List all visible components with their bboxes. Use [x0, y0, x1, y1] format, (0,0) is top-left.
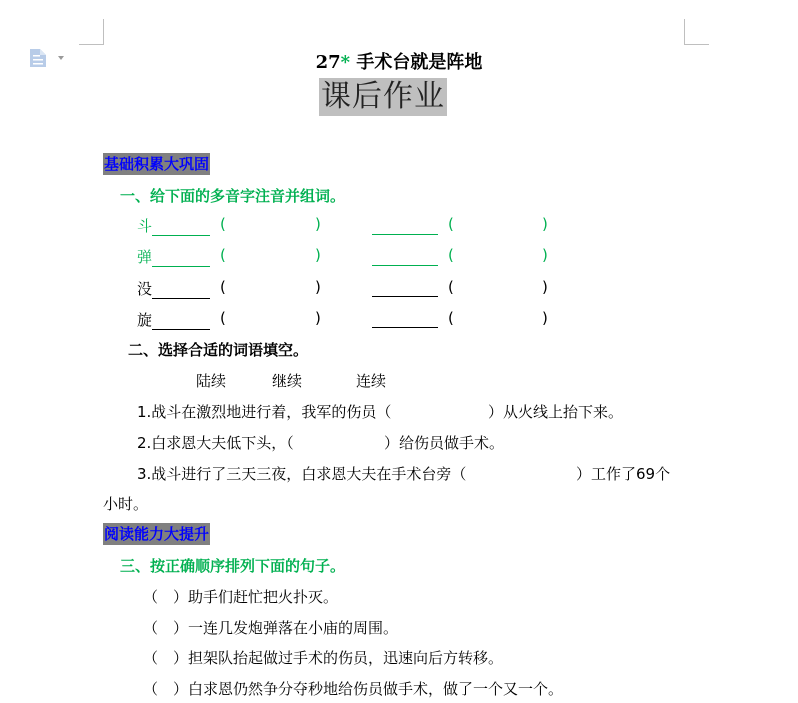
lesson-title-text: 手术台就是阵地: [356, 52, 483, 73]
order-sentence: 担架队抬起做过手术的伤员，迅速向后方转移。: [188, 649, 504, 667]
paren-open: (: [220, 309, 226, 327]
order-sentence: 助手们赶忙把火扑灭。: [188, 588, 339, 606]
fill-blank-2[interactable]: [318, 432, 382, 450]
order-item-1: [143, 586, 338, 607]
paren-close-2: ): [542, 246, 548, 264]
question1-heading: 一、给下面的多音字注音并组词。: [120, 187, 346, 205]
order-bracket[interactable]: （ ）: [143, 649, 189, 667]
paren-open: (: [220, 278, 226, 296]
paren-close-2: ): [542, 215, 548, 233]
pinyin-blank[interactable]: [152, 250, 210, 267]
fill-item-3-before: 3.战斗进行了三天三夜，白求恩大夫在手术台旁（: [137, 465, 467, 483]
fill-item-3-after: ）工作了69个: [576, 465, 671, 483]
order-bracket[interactable]: （ ）: [143, 588, 189, 606]
pinyin-blank-2[interactable]: [372, 327, 438, 328]
paren-close: ): [315, 246, 321, 264]
page-subtitle: 课后作业: [321, 79, 445, 114]
order-item-2: [143, 617, 398, 638]
paren-close: ): [315, 278, 321, 296]
paren-close-2: ): [542, 278, 548, 296]
page-corner-mark-top-right: [684, 19, 709, 45]
order-sentence: 白求恩仍然争分夺秒地给伤员做手术，做了一个又一个。: [188, 680, 564, 698]
polyphone-row-2: [137, 246, 210, 267]
order-item-3: [143, 647, 503, 668]
word-option-2: 继续: [272, 372, 303, 390]
paren-open-2: (: [448, 215, 454, 233]
question3-heading: 三、按正确顺序排列下面的句子。: [120, 557, 346, 575]
pinyin-blank-2[interactable]: [372, 234, 438, 235]
section-banner-reading: 阅读能力大提升: [104, 525, 210, 543]
fill-item-1-before: 1.战斗在激烈地进行着，我军的伤员（: [137, 403, 392, 421]
order-bracket[interactable]: （ ）: [143, 619, 189, 637]
lesson-title: [0, 48, 798, 74]
fill-item-1-after: ）从火线上抬下来。: [488, 403, 624, 421]
order-sentence: 一连几发炮弹落在小庙的周围。: [188, 619, 399, 637]
polyphone-row-4: [137, 309, 210, 330]
pinyin-blank-2[interactable]: [372, 265, 438, 266]
polyphone-char: 斗: [137, 217, 153, 235]
pinyin-blank[interactable]: [152, 313, 210, 330]
pinyin-blank[interactable]: [152, 219, 210, 236]
lesson-number: 27: [315, 52, 341, 73]
page-corner-mark-top-left: [79, 19, 104, 45]
polyphone-char: 旋: [137, 311, 153, 329]
paren-open-2: (: [448, 246, 454, 264]
paren-open-2: (: [448, 309, 454, 327]
order-item-4: [143, 678, 563, 699]
order-bracket[interactable]: （ ）: [143, 680, 189, 698]
word-option-1: 陆续: [196, 372, 227, 390]
fill-blank-3[interactable]: [510, 463, 574, 481]
paren-close-2: ): [542, 309, 548, 327]
polyphone-char: 没: [137, 280, 153, 298]
polyphone-char: 弹: [137, 248, 153, 266]
paren-close: ): [315, 215, 321, 233]
fill-item-2-before: 2.白求恩大夫低下头，（: [137, 434, 294, 452]
section-banner-basics: 基础积累大巩固: [104, 155, 210, 173]
paren-open: (: [220, 246, 226, 264]
fill-item-3-continuation: 小时。: [103, 495, 149, 513]
paren-open: (: [220, 215, 226, 233]
fill-item-2-after: ）给伤员做手术。: [384, 434, 505, 452]
question2-heading: 二、选择合适的词语填空。: [128, 341, 309, 359]
star-mark: *: [340, 52, 351, 73]
word-option-3: 连续: [356, 372, 387, 390]
pinyin-blank-2[interactable]: [372, 296, 438, 297]
paren-close: ): [315, 309, 321, 327]
paren-open-2: (: [448, 278, 454, 296]
fill-blank-1[interactable]: [428, 401, 488, 419]
polyphone-row-3: [137, 278, 210, 299]
pinyin-blank[interactable]: [152, 282, 210, 299]
polyphone-row-1: [137, 215, 210, 236]
